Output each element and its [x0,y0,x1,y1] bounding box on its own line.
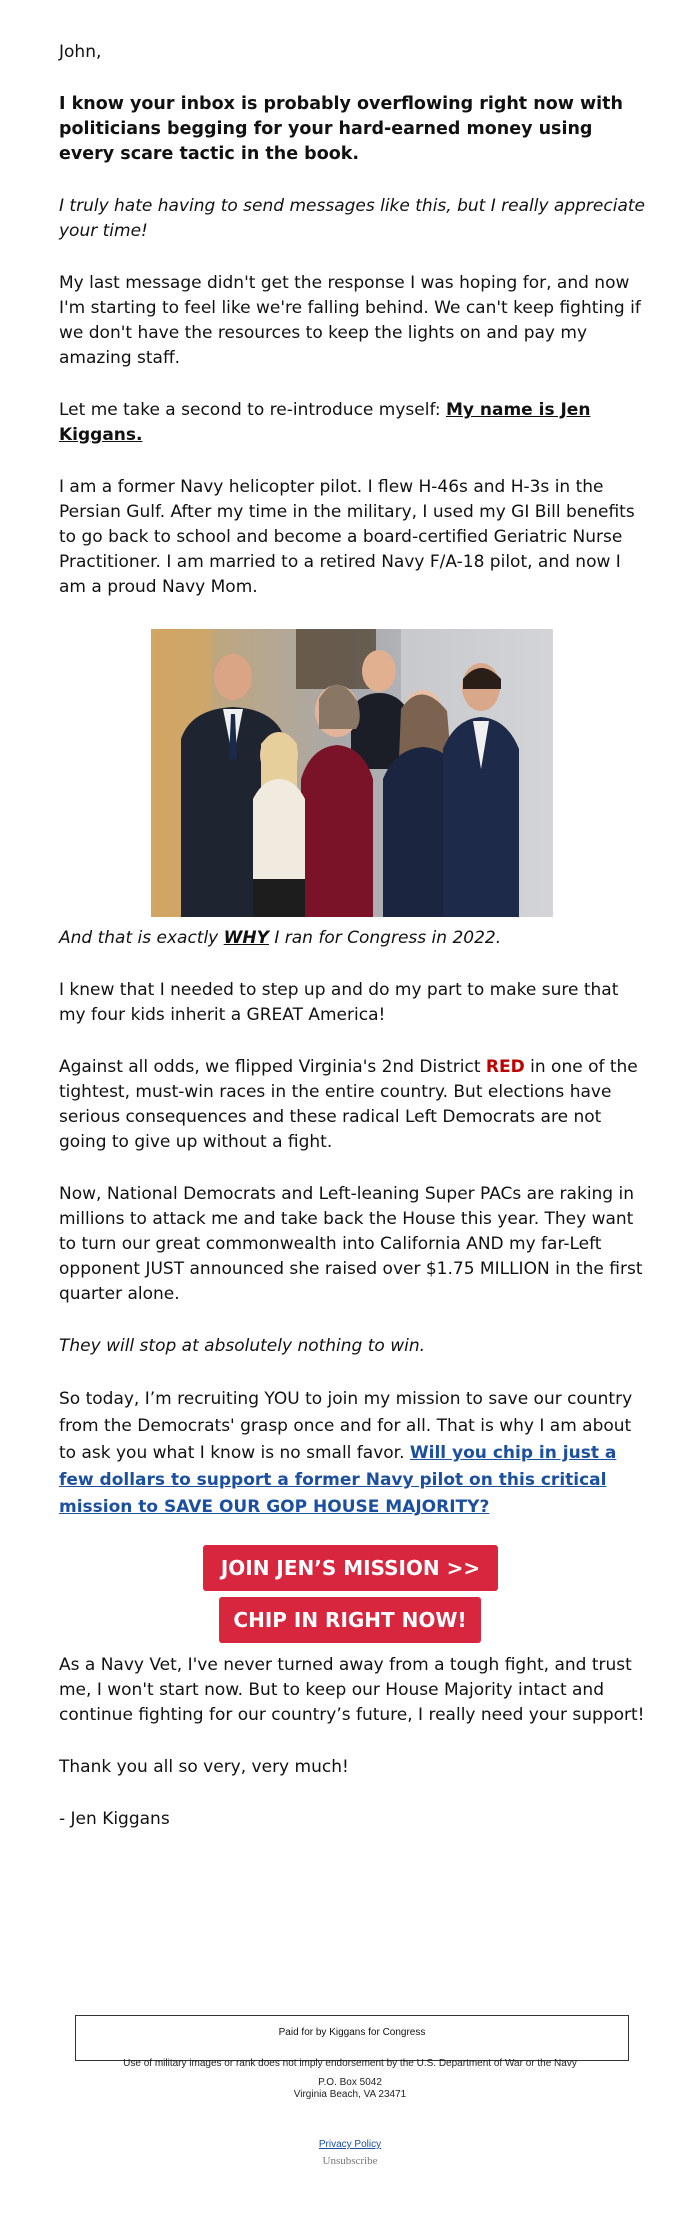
odds-red: RED [485,1057,525,1077]
paragraph-bio: I am a former Navy helicopter pilot. I flew H-46s and H-3s in the Persian Gulf. After my time in the military, I used my GI Bill benefits to go back to school and become a board-certified Geriatric Nurse Practitioner. I am married to a retired Navy F/A-18 pilot, and now I am a proud Navy Mom. [59,477,635,597]
signature: - Jen Kiggans [59,1809,170,1829]
unsubscribe-link[interactable]: Unsubscribe [322,2155,378,2167]
family-photo [151,629,553,917]
odds-pre: Against all odds, we flipped Virginia's 2nd District [59,1057,486,1077]
why-pre: And that is exactly [59,928,224,948]
donate-text-link[interactable]: Will you chip in just a few dollars to support a former Navy pilot on this critical mission to SAVE OUR GOP HOUSE MAJORITY? [59,1443,617,1517]
greeting: John, [59,42,102,62]
intro-name: My name is Jen Kiggans. [59,400,591,445]
paragraph-vet: As a Navy Vet, I've never turned away from a tough fight, and trust me, I won't start now. But to keep our House Majority intact and continue fighting for our country’s future, I really need your support! [59,1655,645,1725]
privacy-policy-link[interactable]: Privacy Policy [318,2139,382,2150]
po-box: P.O. Box 5042 [318,2077,382,2088]
join-mission-button[interactable]: JOIN JEN’S MISSION >> [203,1545,498,1591]
odds-post: in one of the tightest, must-win races in the entire country. But elections have serious consequences and these radical Left Democrats are not going to give up without a fight. [59,1057,638,1152]
why-word: WHY [223,928,269,948]
email-body [59,40,649,627]
recruit-pre: So today, I’m recruiting YOU to join my mission to save our country from the Democrats' grasp once and for all. That is why I am about to ask you what I know is no small favor. [59,1389,633,1463]
email-body-closing [59,1653,649,1859]
paragraph-intro [59,398,649,448]
why-post: I ran for Congress in 2022. [268,928,502,948]
paragraph-last-message: My last message didn't get the response I was hoping for, and now I'm starting to feel like we're falling behind. We can't keep fighting if we don't have the resources to keep the lights on and pay my amazing staff. [59,273,641,368]
paragraph-kids: I knew that I needed to step up and do my part to make sure that my four kids inherit a GREAT America! [59,980,619,1025]
paragraph-why [59,926,649,951]
lead-paragraph: I know your inbox is probably overflowing right now with politicians begging for your hard-earned money using every scare tactic in the book. [59,94,623,164]
intro-text: Let me take a second to re-introduce myself: [59,400,446,420]
paid-for-text: Paid for by Kiggans for Congress [278,2027,426,2038]
paragraph-recruit [59,1386,649,1521]
unsubscribe-row [0,2155,700,2167]
paragraph-stop: They will stop at absolutely nothing to win. [59,1336,426,1356]
city-address: Virginia Beach, VA 23471 [293,2089,407,2100]
email-body-continued [59,926,649,1548]
paragraph-hate: I truly hate having to send messages like this, but I really appreciate your time! [59,196,645,241]
privacy-row [0,2139,700,2150]
paid-for-box [75,2015,629,2061]
paragraph-thanks: Thank you all so very, very much! [59,1757,349,1777]
paragraph-now: Now, National Democrats and Left-leaning Super PACs are raking in millions to attack me and take back the House this year. They want to turn our great commonwealth into California AND my far-Left opponent JUST announced she raised over $1.75 MILLION in the first quarter alone. [59,1184,643,1304]
chip-in-button[interactable]: CHIP IN RIGHT NOW! [219,1597,481,1643]
paragraph-odds [59,1055,649,1155]
disclaimer: Use of military images or rank does not imply endorsement by the U.S. Department of War or the Navy [123,2058,577,2069]
